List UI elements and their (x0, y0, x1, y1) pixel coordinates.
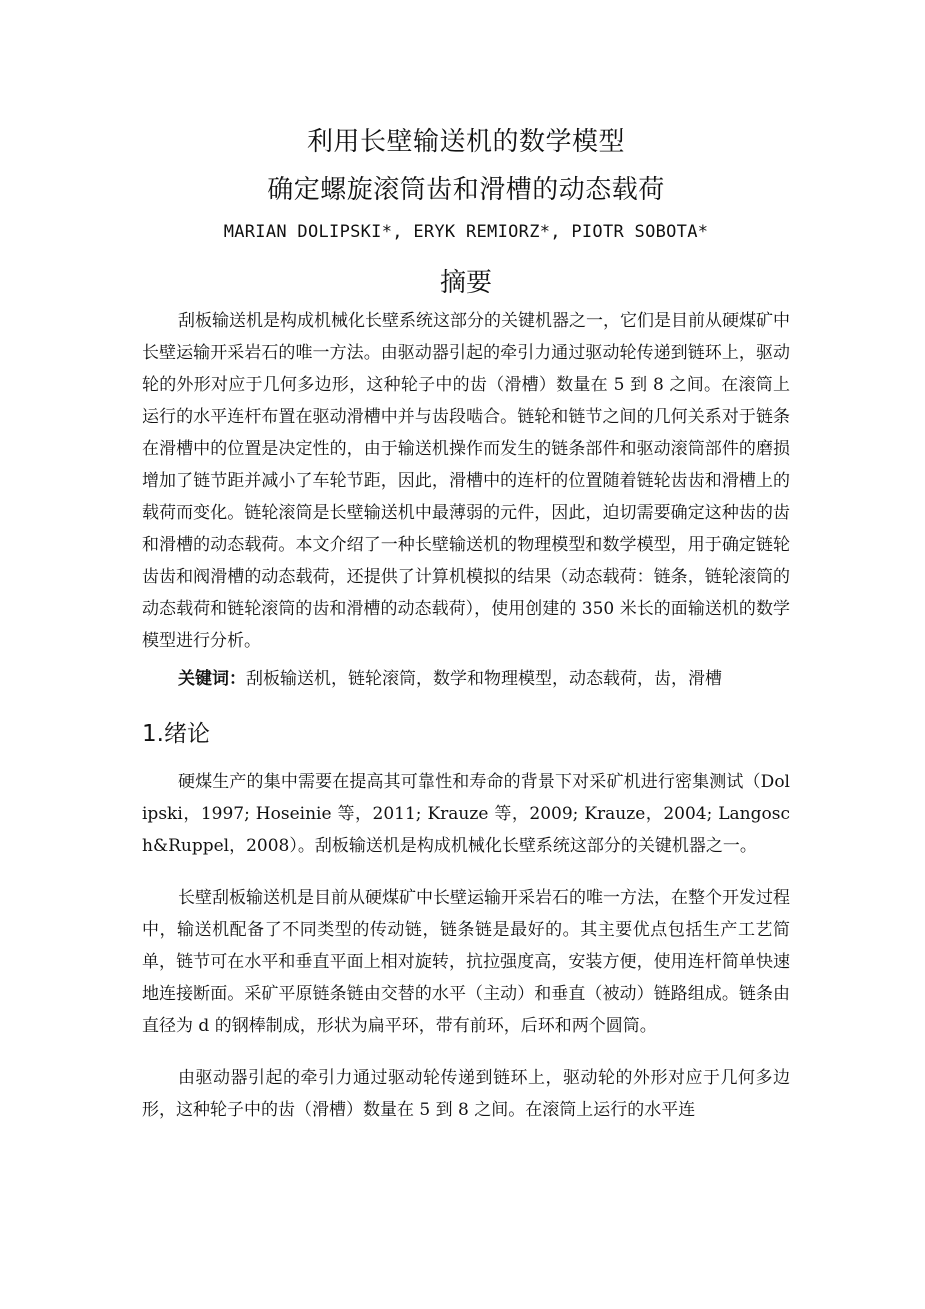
abstract-heading: 摘要 (439, 268, 492, 298)
paper-title-line-2: 确定螺旋滚筒齿和滑槽的动态载荷 (267, 175, 665, 205)
paper-authors: MARIAN DOLIPSKI*, ERYK REMIORZ*, PIOTR SOBOTA* (223, 222, 709, 242)
keywords-line (142, 663, 790, 695)
abstract-paragraph: 刮板输送机是构成机械化长壁系统这部分的关键机器之一，它们是目前从硬煤矿中长壁运输开采岩石的唯一方法。由驱动器引起的牵引力通过驱动轮传递到链环上，驱动轮的外形对应于几何多边形，这种轮子中的齿（滑槽）数量在 5 到 8 之间。在滚筒上运行的水平连杆布置在驱动滑槽中并与齿段啮合。链轮和链节之间的几何关系对于链条在滑槽中的位置是决定性的，由于输送机操作而发生的链条部件和驱动滚筒部件的磨损增加了链节距并减小了车轮节距，因此，滑槽中的连杆的位置随着链轮齿齿和滑槽上的载荷而变化。链轮滚筒是长壁输送机中最薄弱的元件，因此，迫切需要确定这种齿的齿和滑槽的动态载荷。本文介绍了一种长壁输送机的物理模型和数学模型，用于确定链轮齿齿和阀滑槽的动态载荷，还提供了计算机模拟的结果（动态载荷：链条，链轮滚筒的动态载荷和链轮滚筒的齿和滑槽的动态载荷），使用创建的 350 米长的面输送机的数学模型进行分析。 (142, 311, 790, 651)
paper-title-line-1: 利用长壁输送机的数学模型 (306, 127, 625, 157)
document-content (142, 118, 790, 1146)
section-1-heading: 1.绪论 (142, 721, 210, 747)
keywords-text: 刮板输送机，链轮滚筒，数学和物理模型，动态载荷，齿，滑槽 (246, 669, 722, 689)
section-1-paragraph: 由驱动器引起的牵引力通过驱动轮传递到链环上，驱动轮的外形对应于几何多边形，这种轮子中的齿（滑槽）数量在 5 到 8 之间。在滚筒上运行的水平连 (142, 1068, 790, 1120)
section-1-paragraph: 硬煤生产的集中需要在提高其可靠性和寿命的背景下对采矿机进行密集测试（Dolipski，1997; Hoseinie 等，2011; Krauze 等，2009; Krauze，2004; Langosch&Ruppel，2008）。刮板输送机是构成机械化长壁系统这部分的关键机器之一。 (142, 772, 790, 856)
keywords-label: 关键词： (178, 669, 246, 689)
section-1-paragraph: 长壁刮板输送机是目前从硬煤矿中长壁运输开采岩石的唯一方法，在整个开发过程中，输送机配备了不同类型的传动链，链条链是最好的。其主要优点包括生产工艺简单，链节可在水平和垂直平面上相对旋转，抗拉强度高，安装方便，使用连杆简单快速地连接断面。采矿平原链条链由交替的水平（主动）和垂直（被动）链路组成。链条由直径为 d 的钢棒制成，形状为扁平环，带有前环，后环和两个圆筒。 (142, 888, 790, 1036)
